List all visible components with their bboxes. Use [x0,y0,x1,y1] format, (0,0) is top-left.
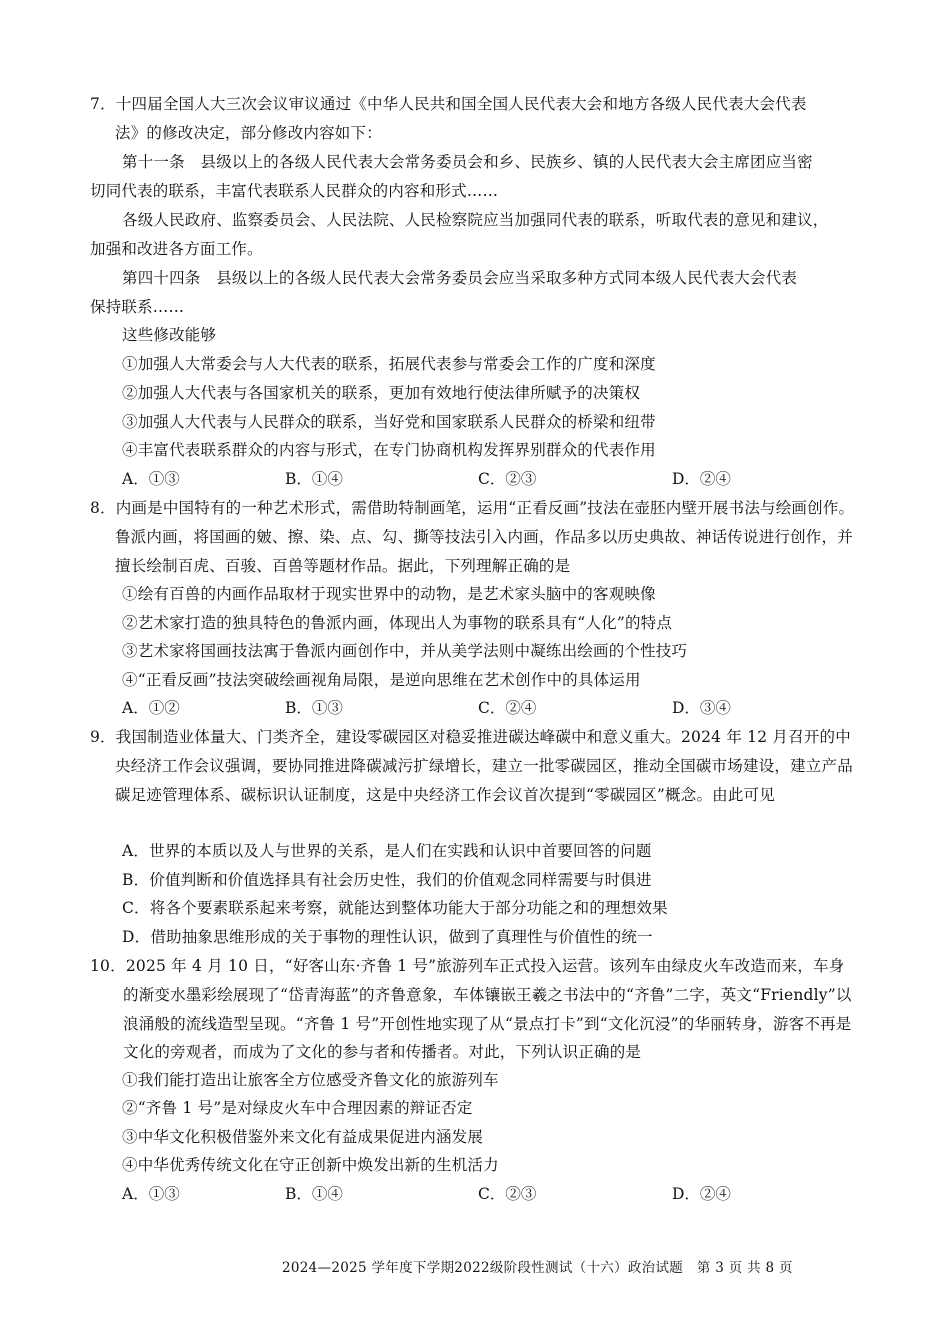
q7-law-article44-line1: 第四十四条 县级以上的各级人民代表大会常务委员会应当采取多种方式同本级人民代表大会代表 [122,269,798,287]
q8-option-b: B．①③ [285,699,343,717]
q10-statement-1: ①我们能打造出让旅客全方位感受齐鲁文化的旅游列车 [122,1071,499,1089]
q10-statement-2: ②“齐鲁 1 号”是对绿皮火车中合理因素的辩证否定 [122,1099,473,1117]
q7-option-b: B．①④ [285,470,343,488]
q8-statement-3: ③艺术家将国画技法寓于鲁派内画创作中，并从美学法则中凝练出绘画的个性技巧 [122,642,688,660]
q7-stem-line2: 法》的修改决定，部分修改内容如下： [115,124,382,142]
q7-law-article11-line1: 第十一条 县级以上的各级人民代表大会常务委员会和乡、民族乡、镇的人民代表大会主席团应当密 [122,153,813,171]
q9-option-a: A．世界的本质以及人与世界的关系，是人们在实践和认识中首要回答的问题 [122,842,652,860]
q10-option-d: D．②④ [672,1185,731,1203]
q10-option-c: C．②③ [478,1185,537,1203]
q7-prompt: 这些修改能够 [122,326,217,344]
q8-statement-1: ①绘有百兽的内画作品取材于现实世界中的动物，是艺术家头脑中的客观映像 [122,585,656,603]
q7-law-organs-line2: 加强和改进各方面工作。 [90,240,263,258]
q7-option-c: C．②③ [478,470,537,488]
q8-option-c: C．②④ [478,699,537,717]
q9-stem: 9．我国制造业体量大、门类齐全，建设零碳园区对稳妥推进碳达峰碳中和意义重大。2024 年 12 月召开的中央经济工作会议强调，要协同推进降碳减污扩绿增长，建立一批零碳园区，推动全国碳市场建设，建立产品碳足迹管理体系、碳标识认证制度，这是中央经济工作会议首次提到“零碳园区”概念。由此可见 [90,728,853,804]
q7-statement-3: ③加强人大代表与人民群众的联系，当好党和国家联系人民群众的桥梁和纽带 [122,413,656,431]
q7-statement-2: ②加强人大代表与各国家机关的联系，更加有效地行使法律所赋予的决策权 [122,384,641,402]
q10-option-b: B．①④ [285,1185,343,1203]
q10-statement-4: ④中华优秀传统文化在守正创新中焕发出新的生机活力 [122,1156,499,1174]
q7-statement-4: ④丰富代表联系群众的内容与形式，在专门协商机构发挥界别群众的代表作用 [122,441,656,459]
q7-stem-line1: 7．十四届全国人大三次会议审议通过《中华人民共和国全国人民代表大会和地方各级人民代表大会代表 [90,95,807,113]
q10-statement-3: ③中华文化积极借鉴外来文化有益成果促进内涵发展 [122,1128,484,1146]
q7-law-article11-line2: 切同代表的联系，丰富代表联系人民群众的内容和形式…… [90,182,499,200]
q10-option-a: A．①③ [122,1185,180,1203]
q8-option-a: A．①② [122,699,180,717]
q10-stem: 10．2025 年 4 月 10 日，“好客山东·齐鲁 1 号”旅游列车正式投入运营。该列车由绿皮火车改造而来，车身的渐变水墨彩绘展现了“岱青海蓝”的齐鲁意象，车体镶嵌王羲之书法中的“齐鲁”二字，英文“Friendly”以浪涌般的流线造型呈现。“齐鲁 1 号”开创性地实现了从“景点打卡”到“文化沉浸”的华丽转身，游客不再是文化的旁观者，而成为了文化的参与者和传播者。对此，下列认识正确的是 [90,957,852,1062]
q7-law-article44-line2: 保持联系…… [90,298,185,316]
q9-option-c: C．将各个要素联系起来考察，就能达到整体功能大于部分功能之和的理想效果 [122,899,668,917]
q8-option-d: D．③④ [672,699,731,717]
q7-statement-1: ①加强人大常委会与人大代表的联系，拓展代表参与常委会工作的广度和深度 [122,355,656,373]
q7-option-a: A．①③ [122,470,180,488]
page-footer: 2024—2025 学年度下学期2022级阶段性测试（十六）政治试题 第 3 页 共 8 页 [282,1260,793,1276]
q8-statement-4: ④“正看反画”技法突破绘画视角局限，是逆向思维在艺术创作中的具体运用 [122,671,641,689]
q8-stem: 8．内画是中国特有的一种艺术形式，需借助特制画笔，运用“正看反画”技法在壶胚内壁开展书法与绘画创作。鲁派内画，将国画的皴、擦、染、点、勾、撕等技法引入内画，作品多以历史典故、神话传说进行创作，并擅长绘制百虎、百骏、百兽等题材作品。据此，下列理解正确的是 [90,499,855,575]
q7-law-organs-line1: 各级人民政府、监察委员会、人民法院、人民检察院应当加强同代表的联系，听取代表的意见和建议， [122,211,829,229]
q9-option-b: B．价值判断和价值选择具有社会历史性，我们的价值观念同样需要与时俱进 [122,871,652,889]
q8-statement-2: ②艺术家打造的独具特色的鲁派内画，体现出人为事物的联系具有“人化”的特点 [122,614,673,632]
q9-option-d: D．借助抽象思维形成的关于事物的理性认识，做到了真理性与价值性的统一 [122,928,653,946]
q7-option-d: D．②④ [672,470,731,488]
